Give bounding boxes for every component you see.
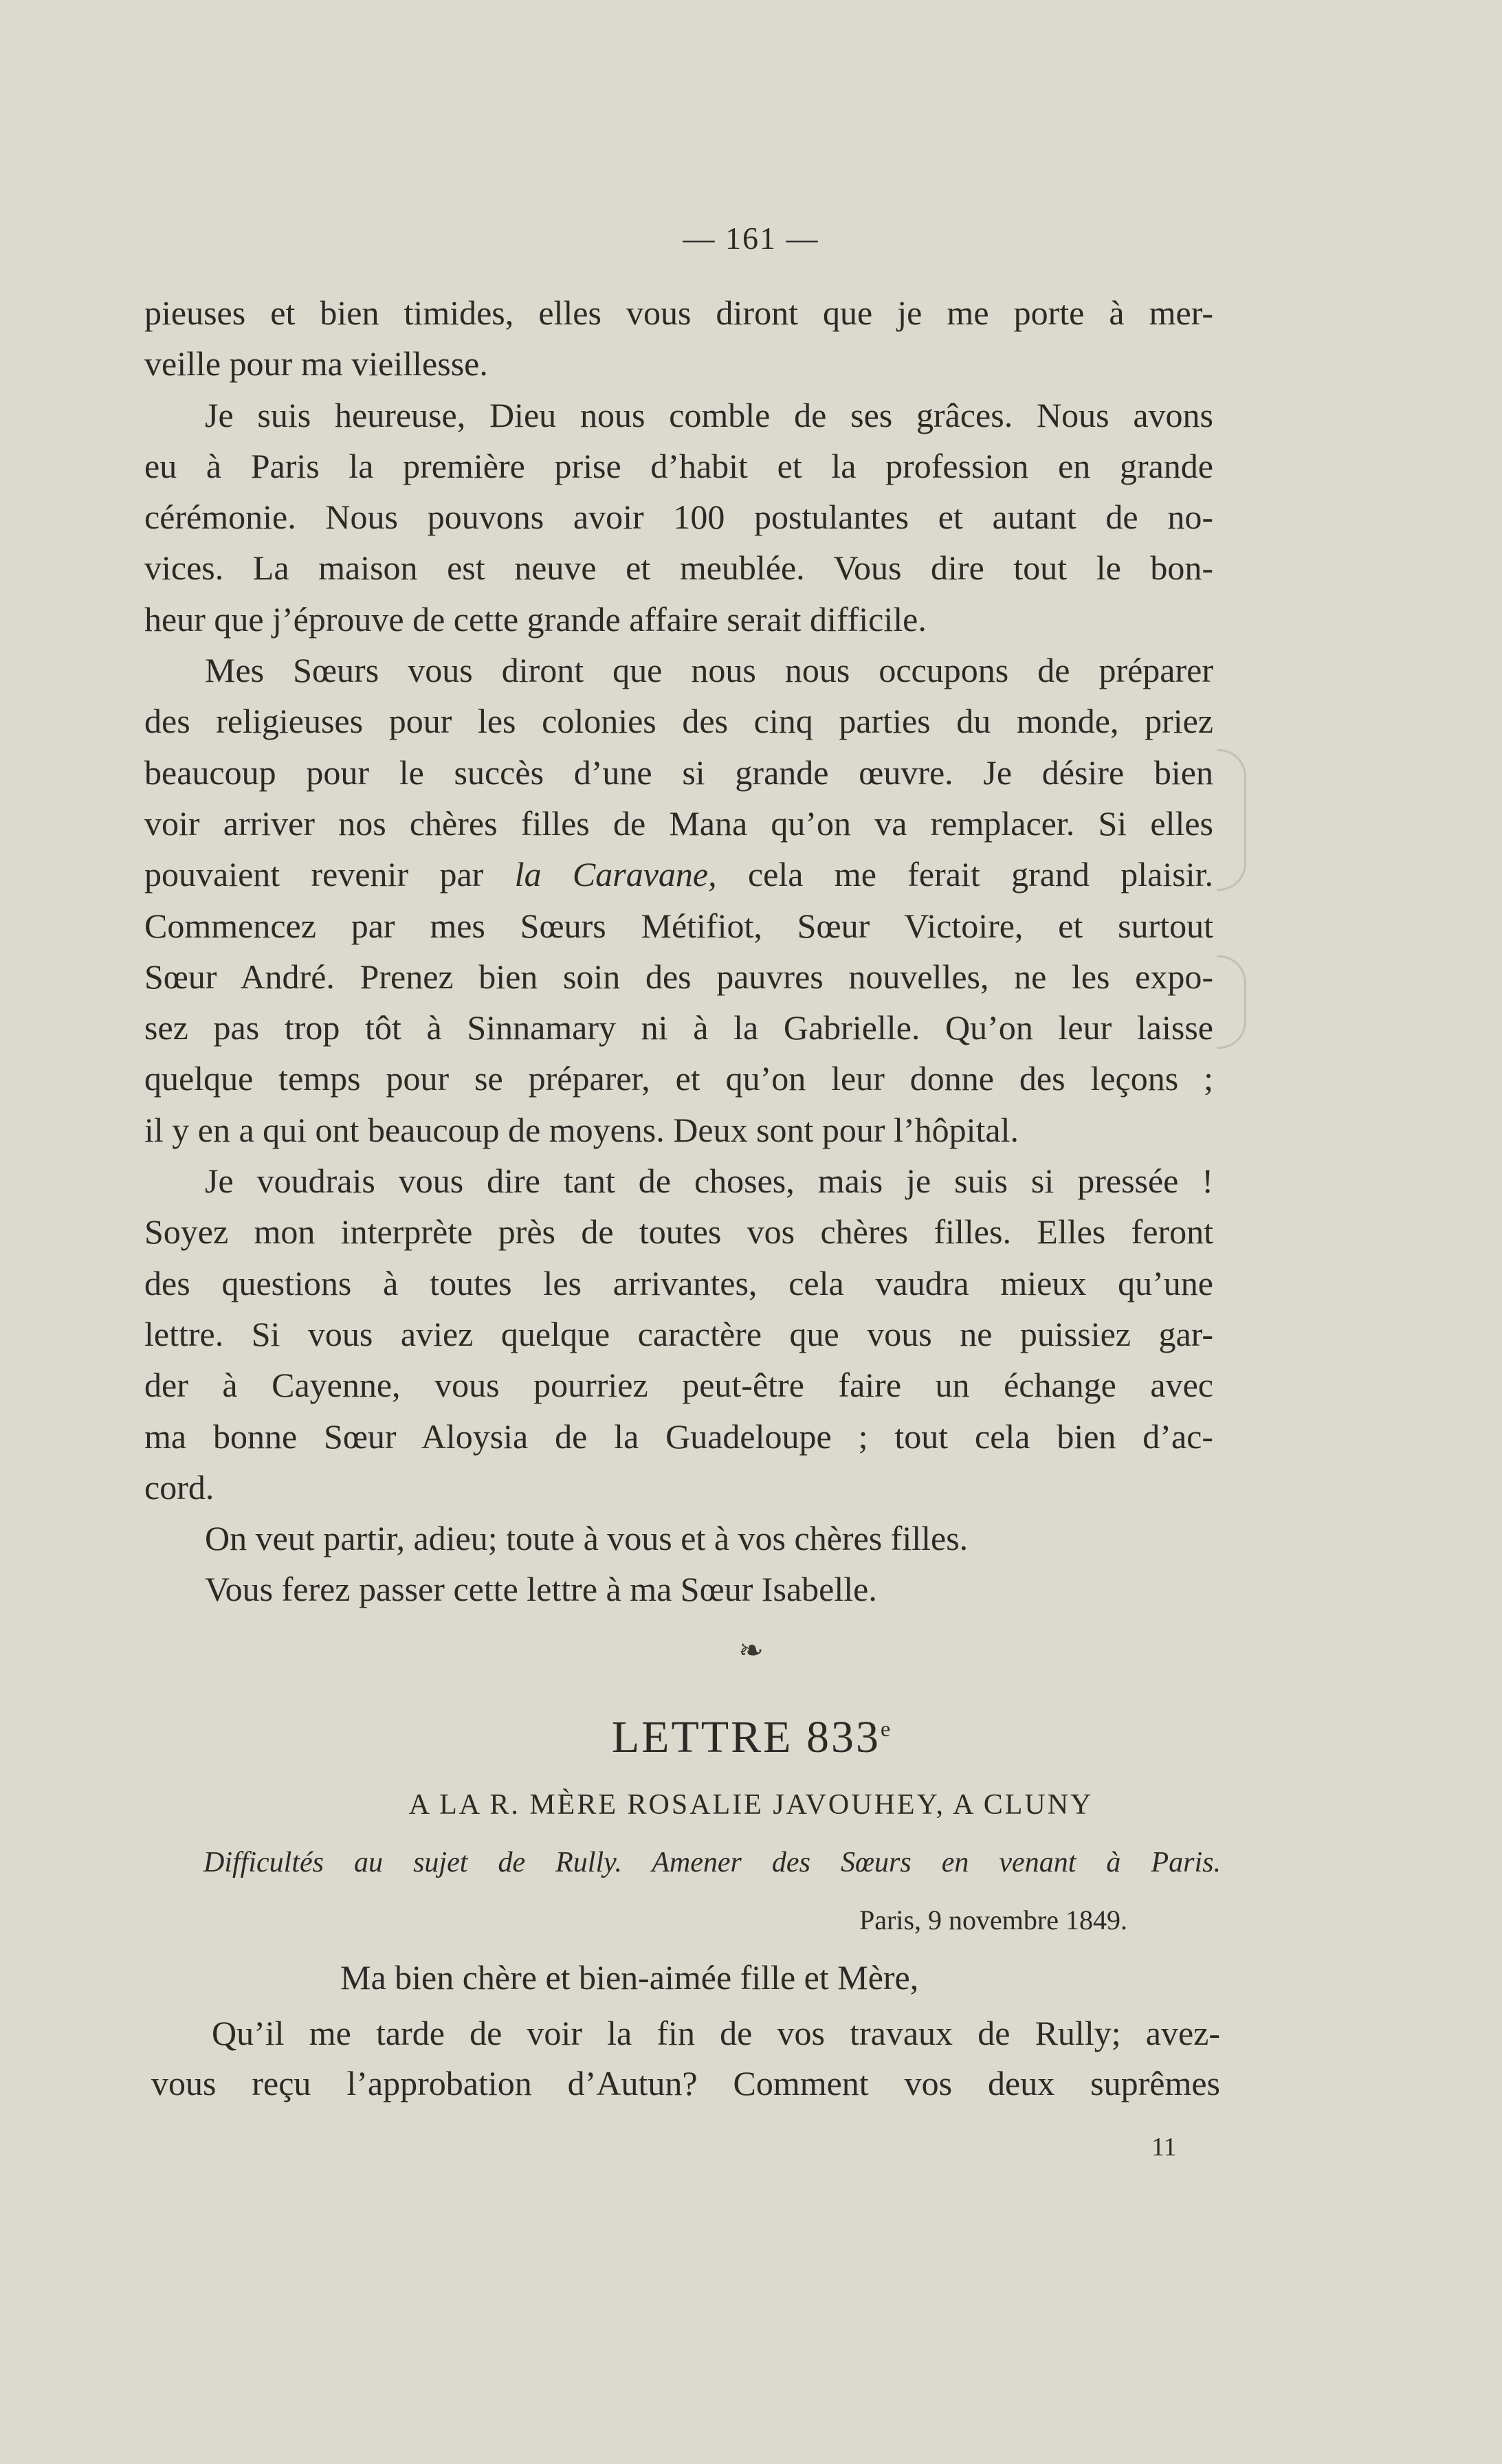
text-line: Soyez mon interprète près de toutes vos chères filles. Elles feront [144, 1212, 1213, 1252]
text-line: Je suis heureuse, Dieu nous comble de ses grâces. Nous avons [205, 395, 1213, 434]
letter-title-suffix: e [880, 1716, 891, 1741]
letter-place-date: Paris, 9 novembre 1849. [859, 1905, 1127, 1935]
text-line: Vous ferez passer cette lettre à ma Sœur Isabelle. [205, 1570, 877, 1609]
letter-summary: Difficultés au sujet de Rully. Amener des Sœurs en venant à Paris. [203, 1847, 1221, 1878]
text-line: des questions à toutes les arrivantes, cela vaudra mieux qu’une [144, 1263, 1213, 1302]
text-line: Commencez par mes Sœurs Métifiot, Sœur Victoire, et surtout [144, 906, 1213, 945]
text-line: Qu’il me tarde de voir la fin de vos travaux de Rully; avez- [212, 2014, 1220, 2052]
letter-continuation-text [144, 287, 1213, 1615]
letter-salutation: Ma bien chère et bien-aimée fille et Mère, [340, 1958, 919, 1997]
text-line: quelque temps pour se préparer, et qu’on leur donne des leçons ; [144, 1059, 1213, 1098]
text-line: voir arriver nos chères filles de Mana qu’on va remplacer. Si elles [144, 803, 1213, 843]
text-line: il y en a qui ont beaucoup de moyens. Deux sont pour l’hôpital. [144, 1110, 1019, 1149]
text-line: ma bonne Sœur Aloysia de la Guadeloupe ; tout cela bien d’ac- [144, 1417, 1213, 1456]
letter-body-text [151, 2008, 1220, 2109]
page-number-header: — 161 — [683, 221, 819, 256]
text-line: pieuses et bien timides, elles vous diront que je me porte à mer- [144, 293, 1213, 332]
text-line: cord. [144, 1467, 214, 1507]
text-line: der à Cayenne, vous pourriez peut-être faire un échange avec [144, 1366, 1213, 1405]
show-through-mark [1217, 955, 1246, 1049]
letter-addressee: A LA R. MÈRE ROSALIE JAVOUHEY, A CLUNY [408, 1789, 1094, 1821]
italic-title: la Caravane, [514, 855, 717, 894]
show-through-mark [1217, 749, 1246, 891]
text-line: heur que j’éprouve de cette grande affaire serait difficile. [144, 599, 927, 639]
text-line: Sœur André. Prenez bien soin des pauvres nouvelles, ne les expo- [144, 957, 1213, 996]
text-line: lettre. Si vous aviez quelque caractère que vous ne puissiez gar- [144, 1314, 1213, 1353]
letter-title [0, 1711, 1502, 1764]
fleuron-ornament-icon: ❧ [738, 1634, 764, 1667]
text-line: vous reçu l’approbation d’Autun? Comment vos deux suprêmes [151, 2064, 1220, 2102]
text-line: pouvaient revenir par la Caravane, cela me ferait grand plaisir. [144, 855, 1213, 894]
letter-title-text: LETTRE 833 [611, 1712, 881, 1762]
text-line: On veut partir, adieu; toute à vous et à vos chères filles. [205, 1519, 969, 1558]
text-line: vices. La maison est neuve et meublée. Vous dire tout le bon- [144, 548, 1213, 588]
text-line: sez pas trop tôt à Sinnamary ni à la Gabrielle. Qu’on leur laisse [144, 1008, 1213, 1047]
text-line: beaucoup pour le succès d’une si grande œuvre. Je désire bien [144, 753, 1213, 792]
text-line: eu à Paris la première prise d’habit et la profession en grande [144, 446, 1213, 485]
signature-folio: 11 [1151, 2133, 1177, 2162]
text-line: Je voudrais vous dire tant de choses, mais je suis si pressée ! [205, 1162, 1213, 1201]
text-line: cérémonie. Nous pouvons avoir 100 postulantes et autant de no- [144, 498, 1213, 537]
text-line: des religieuses pour les colonies des cinq parties du monde, priez [144, 702, 1213, 741]
text-line: veille pour ma vieillesse. [144, 344, 488, 384]
text-line: Mes Sœurs vous diront que nous nous occupons de préparer [205, 651, 1213, 690]
